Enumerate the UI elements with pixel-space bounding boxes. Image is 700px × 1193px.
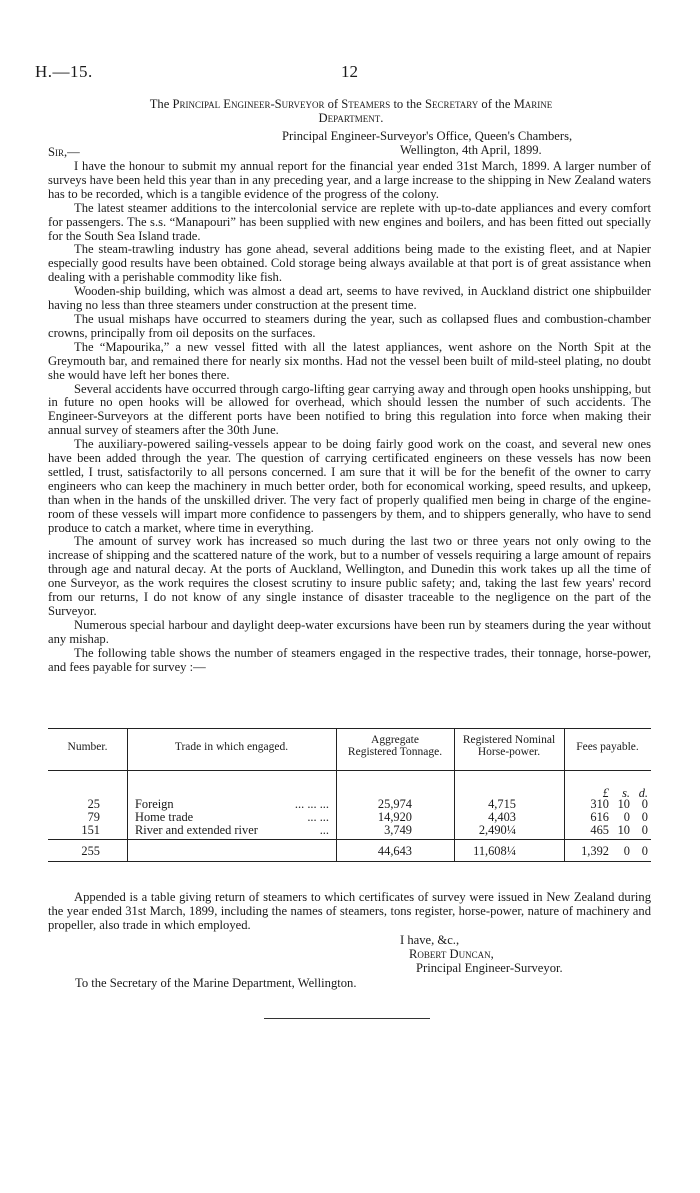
row-horsepower: 2,490¼ [478,823,516,837]
row-tonnage: 14,920 [377,810,412,824]
unit-pounds: £ [602,786,609,800]
closing: I have, &c., [400,933,460,947]
unit-pence: d. [638,786,648,800]
table-rule-bottom [48,861,651,862]
letter-body [48,160,651,675]
signature-title: Principal Engineer-Surveyor. [416,961,563,975]
steamers-table [48,728,651,858]
row-tonnage: 3,749 [384,823,412,837]
table-rule-top [48,728,651,729]
row-pounds: 310 [590,797,609,811]
title-text: of [327,97,339,111]
row-leader: ... ... [307,810,329,824]
letter-date: Wellington, 4th April, 1899. [400,143,542,157]
paragraph: The latest steamer additions to the intercolonial service are replete with up-to-date appliances and every comfort for passengers. The s.s. “Manapouri” has been supplied with new engines and boilers, and has been fitted out specially for the South Sea Island trade. [48,200,651,243]
paragraph: I have the honour to submit my annual report for the financial year ended 31st March, 1899. A larger number of surveys have been held this year than in any preceding year, and a large increase to the shipping in New Zealand waters has to be recorded, which is a tangible evidence of the progress of the colony. [48,159,651,201]
bottom-divider [264,1018,430,1019]
title-text: of the [481,97,511,111]
table-rule-header [48,770,651,771]
title-steamers: Steamers [341,97,391,111]
header-number: Number. [67,741,108,753]
row-number: 79 [87,810,100,824]
paragraph: The auxiliary-powered sailing-vessels appear to be doing fairly good work on the coast, and several new ones have been added through the year. The question of carrying certificated engineers on these vessels has now been settled, I trust, satisfactorily to all persons concerned. I am sure that it will be for the benefit of the owner to carry engineers who can keep the machinery in much better order, both for economical working, speed results, and upkeep, than when in the hands of the unskilled driver. The very fact of properly qualified men being in charge of the engine-room of these vessels will impart more confidence to passengers by them, and to shippers generally, who have to send produce to catch a market, where time in everything. [48,437,651,535]
header-trade: Trade in which engaged. [174,741,289,753]
row-trade: River and extended river [135,823,258,837]
header-tonnage-line: Aggregate [371,734,419,746]
appended-note: Appended is a table giving return of steamers to which certificates of survey were issued in New Zealand during the year ended 31st March, 1899, including the names of steamers, tons register, horse-power, nature of machinery and propeller, also trade in which employed. [48,890,651,932]
row-trade: Home trade [135,810,194,824]
paragraph: Wooden-ship building, which was almost a dead art, seems to have revived, in Auckland district one shipbuilder having no less than three steamers under construction at the present time. [48,284,651,313]
header-tonnage-line: Registered Tonnage. [347,746,443,758]
title-text: The [149,97,170,111]
header-hp-line: Horse-power. [477,746,541,758]
row-shillings: 10 [617,823,630,837]
unit-shillings: s. [622,786,630,800]
row-horsepower: 4,715 [488,797,516,811]
letter-title [48,97,654,125]
row-shillings: 10 [617,797,630,811]
signature-name: Robert Duncan, [409,947,494,961]
row-leader: ... ... ... [294,797,329,811]
row-number: 25 [87,797,100,811]
paragraph: Several accidents have occurred through cargo-lifting gear carrying away and through open hooks unshipping, but in future no open hooks will be allowed for overhead, which should lessen the number of such accidents. The Engineer-Surveyors at the different ports have been notified to bring this regulation into force when making their annual survey of steamers after the 30th June. [48,381,651,438]
row-pounds: 616 [590,810,609,824]
salutation: Sir,— [48,145,80,159]
total-horsepower: 11,608¼ [473,844,516,858]
paragraph: The “Mapourika,” a new vessel fitted with all the latest appliances, went ashore on the North Spit at the Greymouth bar, and remained there for nearly six months. Had not the vessel been built of mild-steel plating, no doubt she would have left her bones there. [48,339,651,382]
table-rule-total [48,839,651,840]
title-text: to the [393,97,422,111]
header-horsepower [454,734,564,758]
paragraph: The usual mishaps have occurred to steamers during the year, such as collapsed flues and combustion-chamber crowns, principally from oil deposits on the surfaces. [48,311,651,340]
row-shillings: 0 [623,810,630,824]
total-number: 255 [81,844,100,858]
paragraph: Numerous special harbour and daylight deep-water excursions have been run by steamers during the year without any mishap. [48,617,651,646]
header-hp-line: Registered Nominal [462,734,556,746]
title-sender: Principal Engineer-Surveyor [172,97,325,111]
office-address: Principal Engineer-Surveyor's Office, Queen's Chambers, [282,129,573,143]
row-horsepower: 4,403 [488,810,516,824]
row-trade: Foreign [135,797,174,811]
total-tonnage: 44,643 [377,844,412,858]
recipient-address: To the Secretary of the Marine Department, Wellington. [75,976,357,990]
paragraph: The amount of survey work has increased so much during the last two or three years not only owing to the increase of shipping and the scattered nature of the work, but to a number of vessels requiring a large amount of repairs through age and natural decay. At the ports of Auckland, Wellington, and Dunedin this work takes up all the time of one Surveyor, as the work requires the closest scrutiny to insure public safety; and, taking the last few years' record from our returns, I do not know of any single instance of disaster traceable to the negligence on the part of the Surveyor. [48,534,651,618]
document-reference: H.—15. [35,62,93,81]
row-leader: ... [319,823,329,837]
page-number: 12 [341,62,358,81]
title-recipient: Secretary [424,97,479,111]
row-pence: 0 [641,823,648,837]
title-marine: Marine [513,97,553,111]
header-fees: Fees payable. [576,741,639,753]
paragraph: The steam-trawling industry has gone ahead, several additions being made to the existing fleet, and at Napier especially good results have been obtained. Cold storage being always available at that port is of great assistance when dealing with a perishable commodity like fish. [48,242,651,285]
row-pence: 0 [641,810,648,824]
row-pounds: 465 [590,823,609,837]
total-shillings: 0 [623,844,630,858]
total-pounds: 1,392 [581,844,609,858]
header-tonnage [336,734,454,758]
total-pence: 0 [641,844,648,858]
row-tonnage: 25,974 [377,797,412,811]
row-pence: 0 [641,797,648,811]
row-number: 151 [81,823,100,837]
paragraph: The following table shows the number of steamers engaged in the respective trades, their tonnage, horse-power, and fees payable for survey :— [48,645,651,674]
title-department: Department. [318,111,384,125]
